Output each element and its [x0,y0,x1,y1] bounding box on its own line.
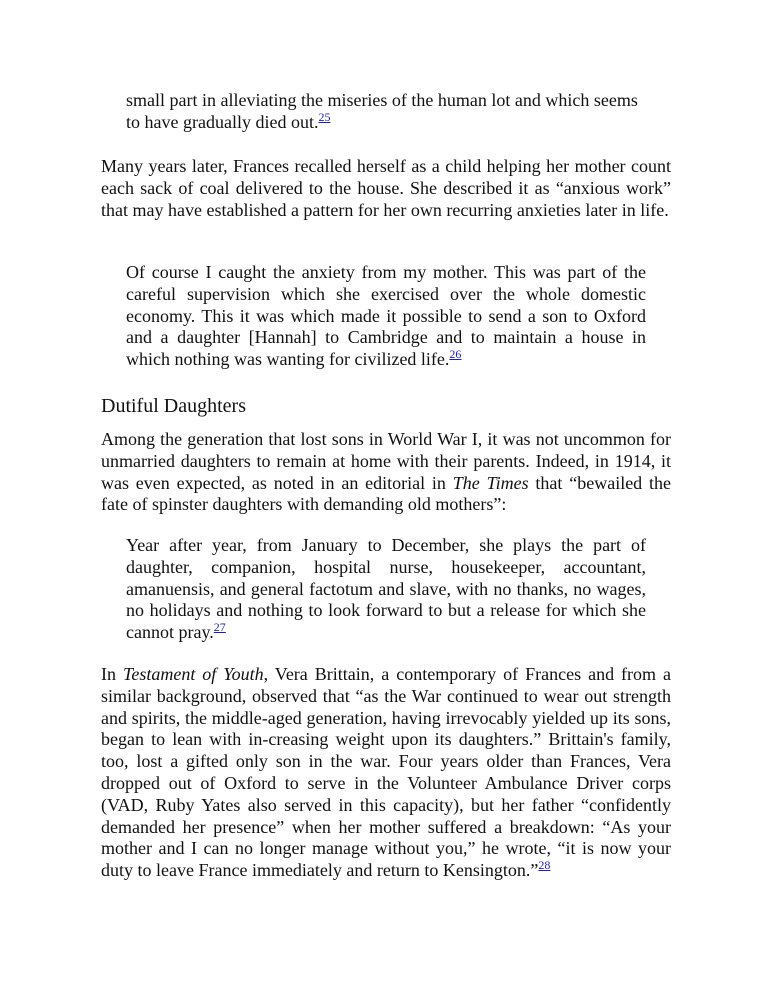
paragraph-2-italic-title: The Times [452,472,529,493]
block-quote-3-text: Year after year, from January to December, she plays the part of daughter, companion, hospital nurse, housekeeper, accountant, amanuensis, and general factotum and slave, with no thanks, no wages, no holidays and nothing to look forward to but a release for which she cannot pray. [126,535,646,643]
paragraph-3-text-start: In [101,664,123,684]
paragraph-1-text: Many years later, Frances recalled herself as a child helping her mother count each sack of coal delivered to the house. She described it as “anxious work” that may have established a pattern for her own recurring anxieties later in life. [101,156,671,220]
block-quote-2 [126,262,646,371]
block-quote-1-text: small part in alleviating the miseries of the human lot and which seems to have gradually died out. [126,90,638,132]
paragraph-1 [101,156,671,221]
paragraph-2-text-end: that “bewailed the fate of spinster daughters with demanding old mothers”: [101,472,671,515]
footnote-link-28[interactable]: 28 [538,858,551,873]
footnote-link-25[interactable]: 25 [318,109,331,124]
paragraph-3 [101,664,671,882]
paragraph-2-text-start: Among the generation that lost sons in World War I, it was not uncommon for unmarried daughters to remain at home with their parents. Indeed, in 1914, it was even expected, as noted in an editorial in [101,429,671,493]
footnote-link-27[interactable]: 27 [213,620,226,635]
paragraph-3-italic-title: Testament of Youth [122,664,264,684]
paragraph-3-text-end: , Vera Brittain, a contemporary of Frances and from a similar background, observed that “as the War continued to wear out strength and spirits, the middle-aged generation, having irrevocably yielded up its sons, began to lean with in-creasing weight upon its daughters.” Brittain's family, too, lost a gifted only son in the war. Four years older than Frances, Vera dropped out of Oxford to serve in the Volunteer Ambulance Driver corps (VAD, Ruby Yates also served in this capacity), but her father “confidently demanded her presence” when her mother suffered a breakdown: “As your mother and I can no longer manage without you,” he wrote, “it is now your duty to leave France immediately and return to Kensington.” [101,664,672,881]
section-heading: Dutiful Daughters [101,395,246,417]
footnote-link-26[interactable]: 26 [449,347,462,362]
paragraph-2 [101,429,671,516]
block-quote-2-text: Of course I caught the anxiety from my mother. This was part of the careful supervision which she exercised over the whole domestic economy. This it was which made it possible to send a son to Oxford and a daughter [Hannah] to Cambridge and to maintain a house in which nothing was wanting for civilized life. [126,262,646,370]
block-quote-1 [126,90,646,134]
block-quote-3 [126,535,646,644]
